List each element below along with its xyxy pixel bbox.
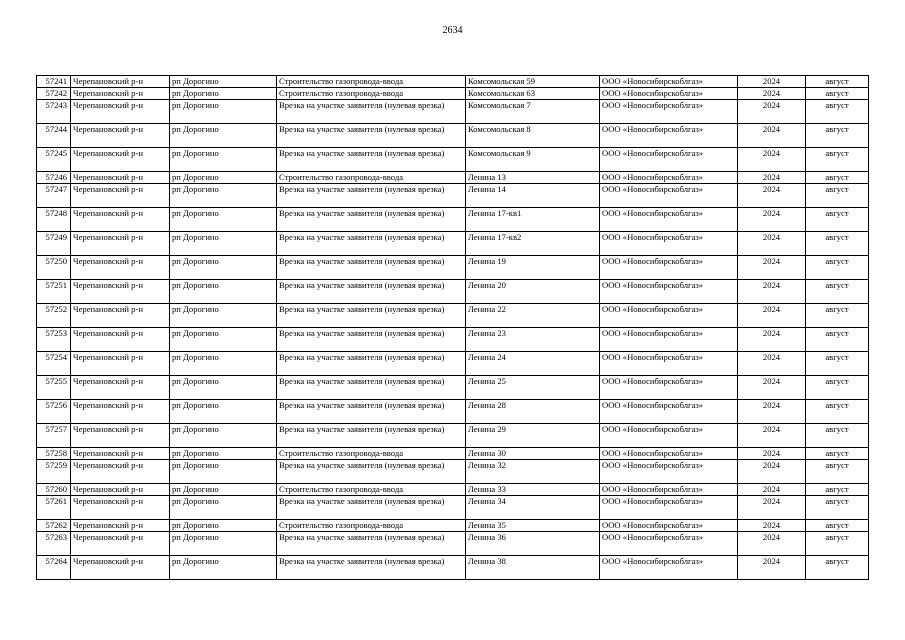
cell-month: август [806,556,869,580]
cell-year: 2024 [738,124,806,148]
cell-district: Черепановский р-н [71,256,170,280]
table-row [37,328,869,352]
cell-year: 2024 [738,352,806,376]
cell-organization: ООО «Новосибирскоблгаз» [600,124,738,148]
cell-organization: ООО «Новосибирскоблгаз» [600,256,738,280]
table-row [37,532,869,556]
cell-district: Черепановский р-н [71,280,170,304]
cell-number: 57259 [37,460,71,484]
cell-work-type: Врезка на участке заявителя (нулевая врезка) [277,376,466,400]
cell-year: 2024 [738,184,806,208]
cell-year: 2024 [738,448,806,460]
cell-month: август [806,280,869,304]
cell-month: август [806,100,869,124]
cell-district: Черепановский р-н [71,532,170,556]
cell-locality: рп Дорогино [170,124,277,148]
cell-month: август [806,304,869,328]
cell-organization: ООО «Новосибирскоблгаз» [600,280,738,304]
cell-address: Ленина 35 [466,520,600,532]
cell-organization: ООО «Новосибирскоблгаз» [600,532,738,556]
cell-work-type: Врезка на участке заявителя (нулевая врезка) [277,256,466,280]
cell-work-type: Строительство газопровода-ввода [277,520,466,532]
cell-organization: ООО «Новосибирскоблгаз» [600,484,738,496]
cell-month: август [806,532,869,556]
cell-work-type: Врезка на участке заявителя (нулевая врезка) [277,460,466,484]
page-number: 2634 [442,25,463,36]
cell-month: август [806,460,869,484]
cell-month: август [806,424,869,448]
table-row [37,88,869,100]
cell-month: август [806,400,869,424]
cell-address: Ленина 17-кв2 [466,232,600,256]
table-row [37,76,869,88]
cell-organization: ООО «Новосибирскоблгаз» [600,376,738,400]
cell-number: 57242 [37,88,71,100]
cell-year: 2024 [738,88,806,100]
table-row [37,208,869,232]
cell-district: Черепановский р-н [71,208,170,232]
cell-address: Ленина 20 [466,280,600,304]
cell-number: 57263 [37,532,71,556]
cell-district: Черепановский р-н [71,88,170,100]
cell-locality: рп Дорогино [170,496,277,520]
cell-month: август [806,256,869,280]
cell-year: 2024 [738,256,806,280]
cell-district: Черепановский р-н [71,232,170,256]
table-row [37,352,869,376]
cell-year: 2024 [738,148,806,172]
cell-organization: ООО «Новосибирскоблгаз» [600,208,738,232]
cell-organization: ООО «Новосибирскоблгаз» [600,88,738,100]
gas-connection-table [36,75,869,580]
cell-number: 57251 [37,280,71,304]
cell-locality: рп Дорогино [170,256,277,280]
cell-district: Черепановский р-н [71,100,170,124]
cell-district: Черепановский р-н [71,520,170,532]
cell-number: 57250 [37,256,71,280]
cell-work-type: Врезка на участке заявителя (нулевая врезка) [277,124,466,148]
cell-number: 57245 [37,148,71,172]
cell-number: 57244 [37,124,71,148]
cell-number: 57256 [37,400,71,424]
cell-month: август [806,88,869,100]
cell-number: 57246 [37,172,71,184]
cell-number: 57253 [37,328,71,352]
cell-district: Черепановский р-н [71,496,170,520]
cell-locality: рп Дорогино [170,448,277,460]
cell-organization: ООО «Новосибирскоблгаз» [600,496,738,520]
cell-work-type: Врезка на участке заявителя (нулевая врезка) [277,424,466,448]
cell-district: Черепановский р-н [71,184,170,208]
cell-month: август [806,148,869,172]
cell-number: 57254 [37,352,71,376]
table-row [37,232,869,256]
cell-work-type: Строительство газопровода-ввода [277,484,466,496]
cell-locality: рп Дорогино [170,184,277,208]
cell-number: 57241 [37,76,71,88]
cell-work-type: Строительство газопровода-ввода [277,76,466,88]
table-row [37,448,869,460]
cell-organization: ООО «Новосибирскоблгаз» [600,100,738,124]
cell-year: 2024 [738,424,806,448]
cell-work-type: Врезка на участке заявителя (нулевая врезка) [277,304,466,328]
cell-address: Ленина 24 [466,352,600,376]
cell-organization: ООО «Новосибирскоблгаз» [600,556,738,580]
cell-locality: рп Дорогино [170,88,277,100]
cell-district: Черепановский р-н [71,304,170,328]
cell-organization: ООО «Новосибирскоблгаз» [600,448,738,460]
cell-district: Черепановский р-н [71,124,170,148]
table-row [37,100,869,124]
cell-year: 2024 [738,100,806,124]
cell-work-type: Врезка на участке заявителя (нулевая врезка) [277,496,466,520]
cell-work-type: Врезка на участке заявителя (нулевая врезка) [277,556,466,580]
cell-locality: рп Дорогино [170,172,277,184]
cell-number: 57260 [37,484,71,496]
cell-work-type: Врезка на участке заявителя (нулевая врезка) [277,208,466,232]
cell-district: Черепановский р-н [71,448,170,460]
cell-district: Черепановский р-н [71,76,170,88]
table-row [37,484,869,496]
table-row [37,424,869,448]
cell-year: 2024 [738,328,806,352]
cell-work-type: Врезка на участке заявителя (нулевая врезка) [277,400,466,424]
cell-year: 2024 [738,520,806,532]
cell-address: Комсомольская 9 [466,148,600,172]
cell-year: 2024 [738,496,806,520]
cell-month: август [806,172,869,184]
cell-address: Ленина 38 [466,556,600,580]
table-row [37,124,869,148]
cell-month: август [806,352,869,376]
cell-district: Черепановский р-н [71,328,170,352]
cell-work-type: Строительство газопровода-ввода [277,88,466,100]
cell-work-type: Строительство газопровода-ввода [277,172,466,184]
cell-year: 2024 [738,172,806,184]
cell-organization: ООО «Новосибирскоблгаз» [600,184,738,208]
cell-year: 2024 [738,532,806,556]
cell-work-type: Врезка на участке заявителя (нулевая врезка) [277,232,466,256]
cell-address: Ленина 13 [466,172,600,184]
cell-address: Комсомольская 59 [466,76,600,88]
cell-address: Комсомольская 7 [466,100,600,124]
cell-locality: рп Дорогино [170,424,277,448]
cell-organization: ООО «Новосибирскоблгаз» [600,232,738,256]
cell-work-type: Строительство газопровода-ввода [277,448,466,460]
table-row [37,148,869,172]
cell-locality: рп Дорогино [170,352,277,376]
cell-month: август [806,232,869,256]
cell-number: 57248 [37,208,71,232]
cell-month: август [806,448,869,460]
cell-address: Комсомольская 8 [466,124,600,148]
cell-year: 2024 [738,460,806,484]
cell-organization: ООО «Новосибирскоблгаз» [600,172,738,184]
cell-year: 2024 [738,556,806,580]
cell-address: Комсомольская 63 [466,88,600,100]
cell-month: август [806,496,869,520]
cell-month: август [806,376,869,400]
table-row [37,376,869,400]
cell-address: Ленина 34 [466,496,600,520]
cell-district: Черепановский р-н [71,148,170,172]
cell-locality: рп Дорогино [170,532,277,556]
cell-address: Ленина 33 [466,484,600,496]
cell-address: Ленина 25 [466,376,600,400]
cell-address: Ленина 23 [466,328,600,352]
table-row [37,280,869,304]
table-row [37,172,869,184]
cell-work-type: Врезка на участке заявителя (нулевая врезка) [277,100,466,124]
cell-address: Ленина 17-кв1 [466,208,600,232]
cell-address: Ленина 32 [466,460,600,484]
cell-number: 57243 [37,100,71,124]
cell-locality: рп Дорогино [170,76,277,88]
cell-organization: ООО «Новосибирскоблгаз» [600,328,738,352]
cell-year: 2024 [738,376,806,400]
cell-year: 2024 [738,232,806,256]
cell-locality: рп Дорогино [170,232,277,256]
cell-number: 57261 [37,496,71,520]
cell-locality: рп Дорогино [170,460,277,484]
table-row [37,400,869,424]
cell-address: Ленина 29 [466,424,600,448]
cell-organization: ООО «Новосибирскоблгаз» [600,304,738,328]
cell-year: 2024 [738,280,806,304]
cell-district: Черепановский р-н [71,424,170,448]
table-row [37,256,869,280]
cell-month: август [806,76,869,88]
table-row [37,460,869,484]
cell-number: 57258 [37,448,71,460]
cell-work-type: Врезка на участке заявителя (нулевая врезка) [277,352,466,376]
cell-number: 57247 [37,184,71,208]
table-row [37,520,869,532]
table-row [37,184,869,208]
cell-month: август [806,328,869,352]
cell-month: август [806,124,869,148]
cell-district: Черепановский р-н [71,376,170,400]
cell-month: август [806,520,869,532]
cell-organization: ООО «Новосибирскоблгаз» [600,400,738,424]
cell-address: Ленина 36 [466,532,600,556]
cell-locality: рп Дорогино [170,520,277,532]
cell-work-type: Врезка на участке заявителя (нулевая врезка) [277,328,466,352]
cell-work-type: Врезка на участке заявителя (нулевая врезка) [277,148,466,172]
cell-address: Ленина 30 [466,448,600,460]
cell-organization: ООО «Новосибирскоблгаз» [600,352,738,376]
cell-year: 2024 [738,484,806,496]
cell-month: август [806,484,869,496]
cell-address: Ленина 14 [466,184,600,208]
cell-year: 2024 [738,400,806,424]
cell-address: Ленина 22 [466,304,600,328]
cell-month: август [806,208,869,232]
cell-locality: рп Дорогино [170,100,277,124]
table-body [37,76,869,580]
cell-locality: рп Дорогино [170,280,277,304]
cell-organization: ООО «Новосибирскоблгаз» [600,520,738,532]
cell-district: Черепановский р-н [71,352,170,376]
table-row [37,304,869,328]
cell-month: август [806,184,869,208]
cell-locality: рп Дорогино [170,484,277,496]
cell-number: 57249 [37,232,71,256]
cell-number: 57257 [37,424,71,448]
cell-year: 2024 [738,76,806,88]
cell-locality: рп Дорогино [170,148,277,172]
cell-address: Ленина 19 [466,256,600,280]
cell-district: Черепановский р-н [71,172,170,184]
cell-district: Черепановский р-н [71,484,170,496]
table-row [37,556,869,580]
cell-district: Черепановский р-н [71,556,170,580]
cell-work-type: Врезка на участке заявителя (нулевая врезка) [277,184,466,208]
cell-number: 57255 [37,376,71,400]
cell-district: Черепановский р-н [71,400,170,424]
cell-organization: ООО «Новосибирскоблгаз» [600,76,738,88]
cell-organization: ООО «Новосибирскоблгаз» [600,424,738,448]
cell-number: 57264 [37,556,71,580]
cell-number: 57252 [37,304,71,328]
cell-locality: рп Дорогино [170,400,277,424]
table-row [37,496,869,520]
cell-locality: рп Дорогино [170,556,277,580]
cell-district: Черепановский р-н [71,460,170,484]
cell-locality: рп Дорогино [170,304,277,328]
cell-year: 2024 [738,304,806,328]
cell-address: Ленина 28 [466,400,600,424]
cell-locality: рп Дорогино [170,208,277,232]
cell-organization: ООО «Новосибирскоблгаз» [600,148,738,172]
cell-work-type: Врезка на участке заявителя (нулевая врезка) [277,280,466,304]
cell-number: 57262 [37,520,71,532]
cell-locality: рп Дорогино [170,376,277,400]
cell-organization: ООО «Новосибирскоблгаз» [600,460,738,484]
cell-locality: рп Дорогино [170,328,277,352]
cell-work-type: Врезка на участке заявителя (нулевая врезка) [277,532,466,556]
cell-year: 2024 [738,208,806,232]
